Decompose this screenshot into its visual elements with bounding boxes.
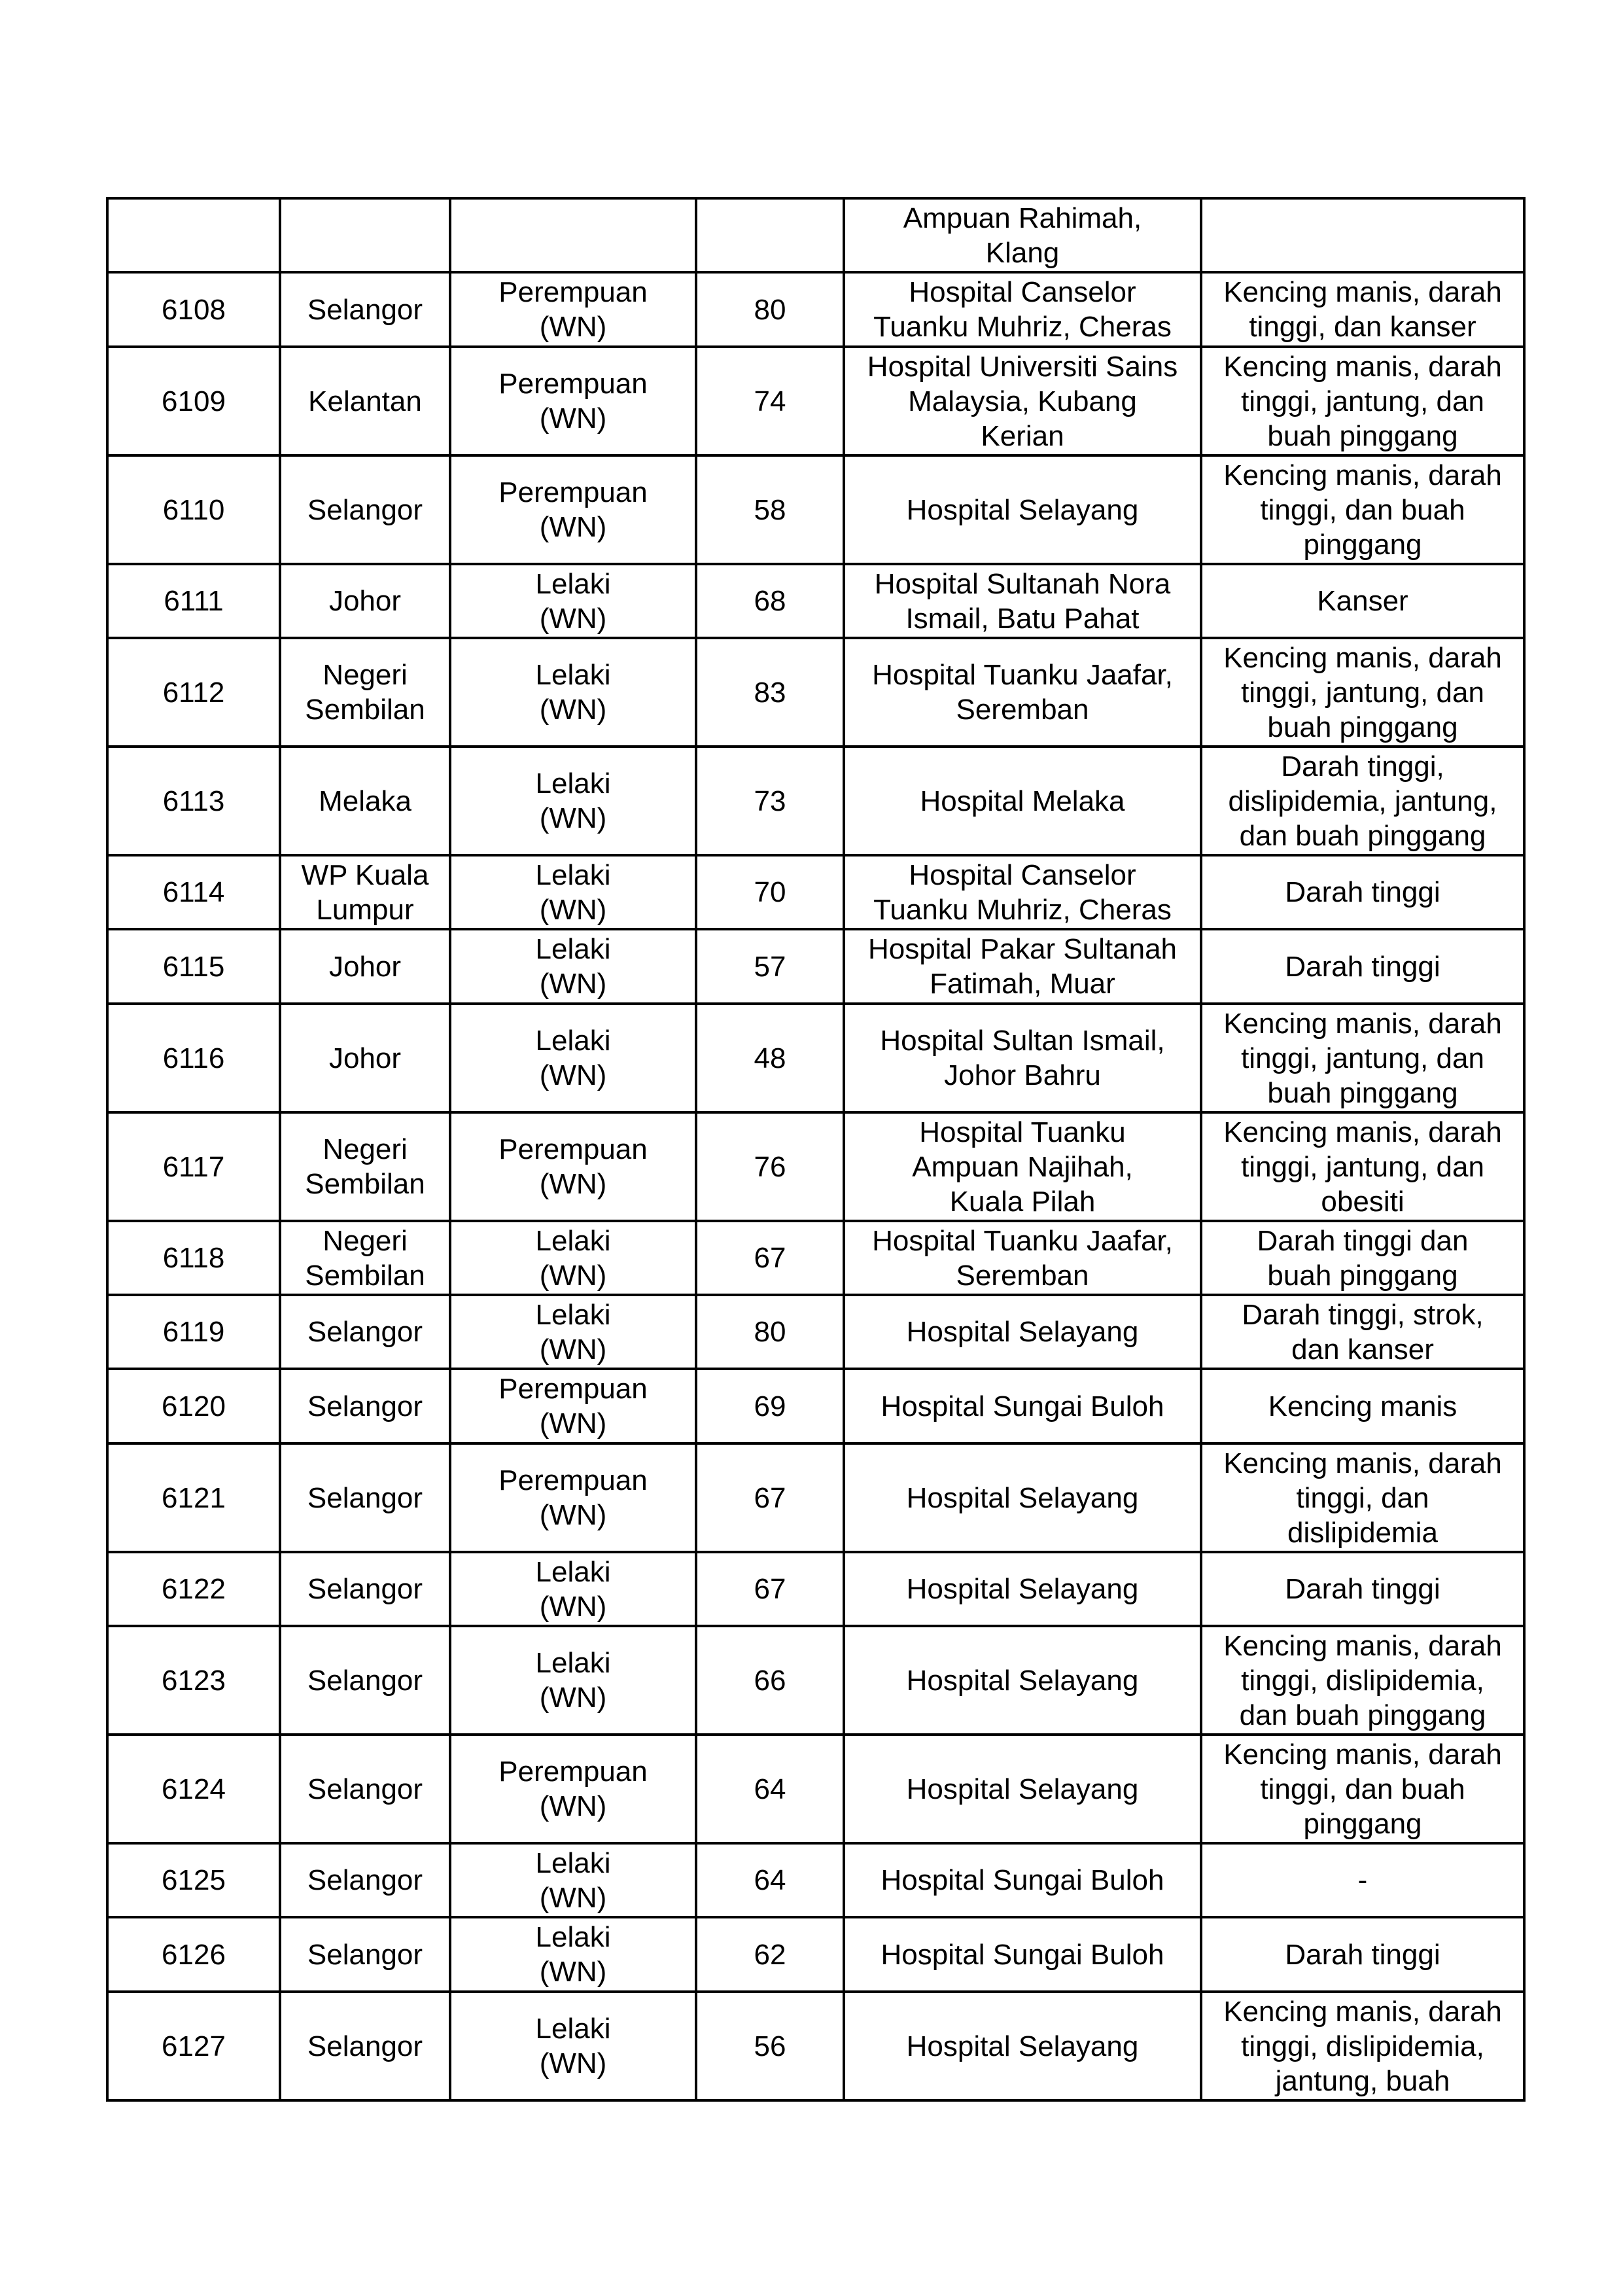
state-cell: Selangor bbox=[280, 272, 450, 347]
state-cell: Selangor bbox=[280, 1552, 450, 1626]
table-row bbox=[107, 1295, 1524, 1369]
age-cell: 68 bbox=[696, 564, 844, 638]
hospital-cell: Hospital Sungai Buloh bbox=[844, 1843, 1201, 1917]
comorbidity-cell: Darah tinggi bbox=[1201, 855, 1524, 929]
table-row bbox=[107, 855, 1524, 929]
comorbidity-cell: Kencing manis bbox=[1201, 1369, 1524, 1443]
hospital-cell: Hospital Melaka bbox=[844, 747, 1201, 855]
gender-cell: Lelaki (WN) bbox=[450, 1295, 696, 1369]
comorbidity-cell: Kencing manis, darah tinggi, dislipidemia, dan buah pinggang bbox=[1201, 1626, 1524, 1735]
case-id-cell: 6121 bbox=[107, 1443, 280, 1552]
table-row bbox=[107, 1221, 1524, 1295]
case-id-cell: 6117 bbox=[107, 1112, 280, 1221]
state-cell: Johor bbox=[280, 1004, 450, 1112]
comorbidity-cell: Kencing manis, darah tinggi, jantung, dan buah pinggang bbox=[1201, 1004, 1524, 1112]
age-cell bbox=[696, 198, 844, 272]
table-row bbox=[107, 638, 1524, 747]
gender-cell: Perempuan (WN) bbox=[450, 455, 696, 564]
case-id-cell: 6114 bbox=[107, 855, 280, 929]
table-row bbox=[107, 272, 1524, 347]
comorbidity-cell: Darah tinggi dan buah pinggang bbox=[1201, 1221, 1524, 1295]
gender-cell: Lelaki (WN) bbox=[450, 1004, 696, 1112]
state-cell: Johor bbox=[280, 564, 450, 638]
table-row bbox=[107, 1443, 1524, 1552]
table-row bbox=[107, 1843, 1524, 1917]
gender-cell: Lelaki (WN) bbox=[450, 1221, 696, 1295]
case-id-cell: 6123 bbox=[107, 1626, 280, 1735]
age-cell: 69 bbox=[696, 1369, 844, 1443]
comorbidity-cell: Kencing manis, darah tinggi, jantung, dan obesiti bbox=[1201, 1112, 1524, 1221]
case-id-cell: 6126 bbox=[107, 1917, 280, 1992]
age-cell: 64 bbox=[696, 1843, 844, 1917]
gender-cell: Perempuan (WN) bbox=[450, 1443, 696, 1552]
table-row bbox=[107, 747, 1524, 855]
age-cell: 83 bbox=[696, 638, 844, 747]
comorbidity-cell: Kanser bbox=[1201, 564, 1524, 638]
comorbidity-cell: Kencing manis, darah tinggi, dan buah pinggang bbox=[1201, 455, 1524, 564]
table-body bbox=[107, 198, 1524, 2100]
comorbidity-cell: - bbox=[1201, 1843, 1524, 1917]
age-cell: 57 bbox=[696, 929, 844, 1004]
age-cell: 66 bbox=[696, 1626, 844, 1735]
case-id-cell: 6119 bbox=[107, 1295, 280, 1369]
case-id-cell bbox=[107, 198, 280, 272]
age-cell: 67 bbox=[696, 1221, 844, 1295]
gender-cell: Lelaki (WN) bbox=[450, 638, 696, 747]
age-cell: 67 bbox=[696, 1552, 844, 1626]
table-row bbox=[107, 1735, 1524, 1843]
comorbidity-cell: Kencing manis, darah tinggi, dan dislipidemia bbox=[1201, 1443, 1524, 1552]
table-row bbox=[107, 347, 1524, 455]
state-cell: Selangor bbox=[280, 1735, 450, 1843]
state-cell: Selangor bbox=[280, 1369, 450, 1443]
state-cell: Selangor bbox=[280, 1626, 450, 1735]
table-row bbox=[107, 1112, 1524, 1221]
age-cell: 80 bbox=[696, 272, 844, 347]
table-row bbox=[107, 198, 1524, 272]
case-id-cell: 6127 bbox=[107, 1992, 280, 2100]
gender-cell: Perempuan (WN) bbox=[450, 1369, 696, 1443]
case-id-cell: 6108 bbox=[107, 272, 280, 347]
state-cell: Selangor bbox=[280, 455, 450, 564]
hospital-cell: Hospital Pakar Sultanah Fatimah, Muar bbox=[844, 929, 1201, 1004]
hospital-cell: Hospital Selayang bbox=[844, 1295, 1201, 1369]
hospital-cell: Ampuan Rahimah, Klang bbox=[844, 198, 1201, 272]
age-cell: 73 bbox=[696, 747, 844, 855]
hospital-cell: Hospital Tuanku Jaafar, Seremban bbox=[844, 1221, 1201, 1295]
gender-cell: Lelaki (WN) bbox=[450, 1992, 696, 2100]
state-cell: Selangor bbox=[280, 1843, 450, 1917]
comorbidity-cell bbox=[1201, 198, 1524, 272]
gender-cell: Perempuan (WN) bbox=[450, 1735, 696, 1843]
case-id-cell: 6109 bbox=[107, 347, 280, 455]
gender-cell: Lelaki (WN) bbox=[450, 929, 696, 1004]
table-row bbox=[107, 564, 1524, 638]
state-cell: Kelantan bbox=[280, 347, 450, 455]
hospital-cell: Hospital Sultan Ismail, Johor Bahru bbox=[844, 1004, 1201, 1112]
state-cell: Negeri Sembilan bbox=[280, 1112, 450, 1221]
hospital-cell: Hospital Sultanah Nora Ismail, Batu Pahat bbox=[844, 564, 1201, 638]
gender-cell: Lelaki (WN) bbox=[450, 855, 696, 929]
hospital-cell: Hospital Selayang bbox=[844, 1992, 1201, 2100]
comorbidity-cell: Darah tinggi, strok, dan kanser bbox=[1201, 1295, 1524, 1369]
hospital-cell: Hospital Universiti Sains Malaysia, Kubang Kerian bbox=[844, 347, 1201, 455]
gender-cell: Perempuan (WN) bbox=[450, 1112, 696, 1221]
hospital-cell: Hospital Selayang bbox=[844, 1626, 1201, 1735]
case-id-cell: 6125 bbox=[107, 1843, 280, 1917]
gender-cell bbox=[450, 198, 696, 272]
case-id-cell: 6118 bbox=[107, 1221, 280, 1295]
gender-cell: Perempuan (WN) bbox=[450, 272, 696, 347]
hospital-cell: Hospital Selayang bbox=[844, 1443, 1201, 1552]
age-cell: 70 bbox=[696, 855, 844, 929]
gender-cell: Lelaki (WN) bbox=[450, 747, 696, 855]
case-id-cell: 6111 bbox=[107, 564, 280, 638]
comorbidity-cell: Kencing manis, darah tinggi, dan kanser bbox=[1201, 272, 1524, 347]
age-cell: 58 bbox=[696, 455, 844, 564]
age-cell: 76 bbox=[696, 1112, 844, 1221]
hospital-cell: Hospital Canselor Tuanku Muhriz, Cheras bbox=[844, 855, 1201, 929]
age-cell: 64 bbox=[696, 1735, 844, 1843]
hospital-cell: Hospital Sungai Buloh bbox=[844, 1917, 1201, 1992]
hospital-cell: Hospital Sungai Buloh bbox=[844, 1369, 1201, 1443]
table-row bbox=[107, 455, 1524, 564]
gender-cell: Perempuan (WN) bbox=[450, 347, 696, 455]
comorbidity-cell: Kencing manis, darah tinggi, jantung, dan buah pinggang bbox=[1201, 347, 1524, 455]
table-row bbox=[107, 1004, 1524, 1112]
comorbidity-cell: Kencing manis, darah tinggi, dan buah pinggang bbox=[1201, 1735, 1524, 1843]
table-row bbox=[107, 929, 1524, 1004]
state-cell bbox=[280, 198, 450, 272]
state-cell: Negeri Sembilan bbox=[280, 1221, 450, 1295]
comorbidity-cell: Darah tinggi, dislipidemia, jantung, dan buah pinggang bbox=[1201, 747, 1524, 855]
case-id-cell: 6112 bbox=[107, 638, 280, 747]
state-cell: Selangor bbox=[280, 1992, 450, 2100]
age-cell: 48 bbox=[696, 1004, 844, 1112]
comorbidity-cell: Darah tinggi bbox=[1201, 929, 1524, 1004]
age-cell: 62 bbox=[696, 1917, 844, 1992]
table-row bbox=[107, 1369, 1524, 1443]
gender-cell: Lelaki (WN) bbox=[450, 1843, 696, 1917]
comorbidity-cell: Kencing manis, darah tinggi, jantung, dan buah pinggang bbox=[1201, 638, 1524, 747]
age-cell: 74 bbox=[696, 347, 844, 455]
state-cell: Melaka bbox=[280, 747, 450, 855]
gender-cell: Lelaki (WN) bbox=[450, 1626, 696, 1735]
age-cell: 80 bbox=[696, 1295, 844, 1369]
state-cell: WP Kuala Lumpur bbox=[280, 855, 450, 929]
hospital-cell: Hospital Selayang bbox=[844, 1735, 1201, 1843]
gender-cell: Lelaki (WN) bbox=[450, 564, 696, 638]
hospital-cell: Hospital Selayang bbox=[844, 455, 1201, 564]
state-cell: Johor bbox=[280, 929, 450, 1004]
gender-cell: Lelaki (WN) bbox=[450, 1552, 696, 1626]
case-id-cell: 6120 bbox=[107, 1369, 280, 1443]
comorbidity-cell: Darah tinggi bbox=[1201, 1552, 1524, 1626]
state-cell: Selangor bbox=[280, 1917, 450, 1992]
hospital-cell: Hospital Selayang bbox=[844, 1552, 1201, 1626]
case-id-cell: 6110 bbox=[107, 455, 280, 564]
gender-cell: Lelaki (WN) bbox=[450, 1917, 696, 1992]
case-id-cell: 6115 bbox=[107, 929, 280, 1004]
age-cell: 56 bbox=[696, 1992, 844, 2100]
age-cell: 67 bbox=[696, 1443, 844, 1552]
hospital-cell: Hospital Canselor Tuanku Muhriz, Cheras bbox=[844, 272, 1201, 347]
death-cases-table bbox=[106, 197, 1526, 2102]
state-cell: Negeri Sembilan bbox=[280, 638, 450, 747]
table-row bbox=[107, 1626, 1524, 1735]
case-id-cell: 6124 bbox=[107, 1735, 280, 1843]
case-id-cell: 6113 bbox=[107, 747, 280, 855]
table-row bbox=[107, 1917, 1524, 1992]
comorbidity-cell: Kencing manis, darah tinggi, dislipidemia, jantung, buah bbox=[1201, 1992, 1524, 2100]
table-row bbox=[107, 1992, 1524, 2100]
case-id-cell: 6116 bbox=[107, 1004, 280, 1112]
hospital-cell: Hospital Tuanku Jaafar, Seremban bbox=[844, 638, 1201, 747]
hospital-cell: Hospital Tuanku Ampuan Najihah, Kuala Pilah bbox=[844, 1112, 1201, 1221]
table-row bbox=[107, 1552, 1524, 1626]
state-cell: Selangor bbox=[280, 1443, 450, 1552]
case-id-cell: 6122 bbox=[107, 1552, 280, 1626]
comorbidity-cell: Darah tinggi bbox=[1201, 1917, 1524, 1992]
state-cell: Selangor bbox=[280, 1295, 450, 1369]
